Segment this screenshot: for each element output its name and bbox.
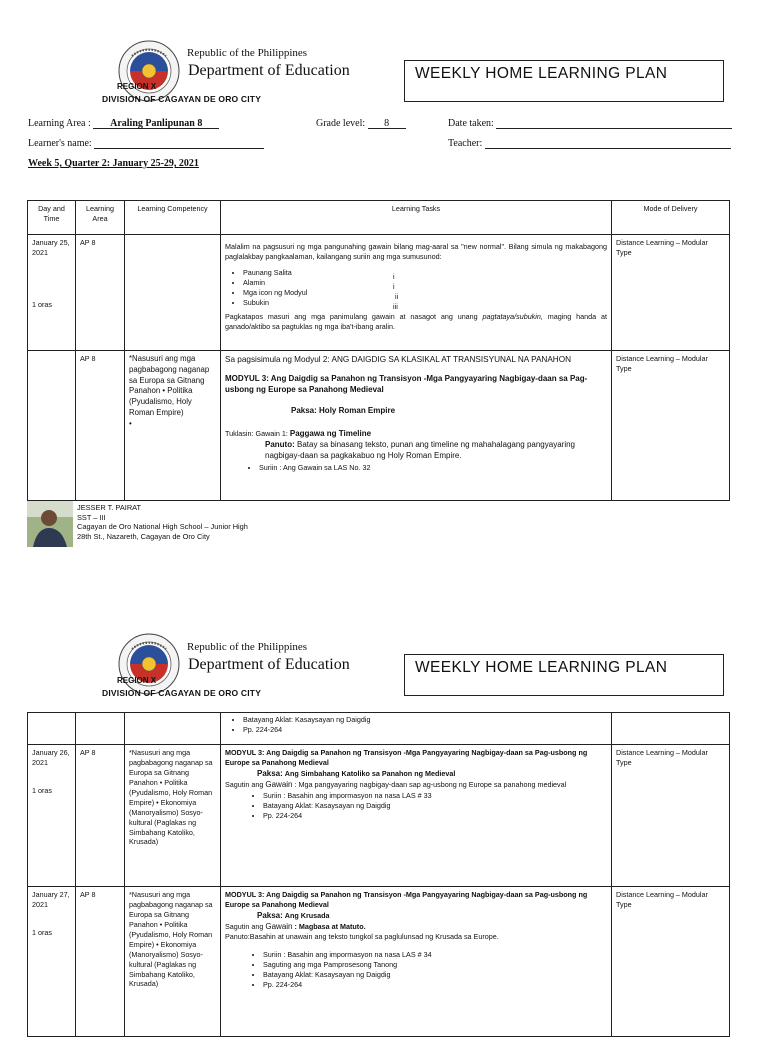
- deped-seal-icon: [118, 40, 180, 102]
- list-item: • Saguting ang mga Pamprosesong Tanong: [263, 960, 607, 970]
- learning-plan-table: [27, 200, 730, 501]
- learning-plan-table-continued: [27, 712, 730, 1037]
- week-heading: Week 5, Quarter 2: January 25-29, 2021: [28, 158, 199, 169]
- list-item: • Pp. 224-264: [243, 725, 607, 735]
- plan-title: WEEKLY HOME LEARNING PLAN: [415, 659, 668, 676]
- list-item: • Paunang Salita: [243, 268, 607, 278]
- list-item: • Batayang Aklat: Kasaysayan ng Daigdig: [243, 715, 607, 725]
- region-text: REGION X: [117, 676, 157, 685]
- teacher-photo-icon: [27, 501, 73, 547]
- mode-cell: Distance Learning – Modular Type: [612, 351, 730, 501]
- header-learning-area: Learning Area: [76, 201, 125, 235]
- intro-list: [225, 268, 607, 308]
- learners-name-line[interactable]: [94, 138, 264, 149]
- republic-text: Republic of the Philippines: [187, 641, 308, 653]
- plan-title-box: [404, 60, 724, 102]
- list-item: • Pp. 224-264: [263, 811, 607, 821]
- table-row: [28, 713, 730, 745]
- department-text: Department of Education: [188, 62, 350, 79]
- list-item: • Batayang Aklat: Kasaysayan ng Daigdig: [263, 970, 607, 980]
- table-row: [28, 745, 730, 887]
- header-mode-of-delivery: Mode of Delivery: [612, 201, 730, 235]
- area-cell: AP 8: [76, 235, 125, 351]
- teacher-photo: [27, 501, 73, 547]
- tasks-cell: Sa pagsisimula ng Modyul 2: ANG DAIGDIG SA KLASIKAL AT TRANSISYUNAL NA PANAHON MODYUL 3: Ang Daigdig sa Panahon ng Transisyon -Mga Pangyayaring Nagbigay-daan sa Pag-usbong ng Europe sa Panahong Medieval Paksa: Holy Roman Empire Tuklasin: Gawain 1: Paggawa ng Timeline Panuto: Batay sa binasang teksto, punan ang timeline ng mahahalagang pangyayaring nagbigay-daan sa pagkakabuo ng Holy Roman Empire. • Suriin : Ang Gawain sa LAS No. 32: [221, 351, 612, 501]
- list-item: • Alamin: [243, 278, 607, 288]
- area-cell: AP 8: [76, 351, 125, 501]
- republic-text: Republic of the Philippines: [187, 47, 308, 59]
- competency-cell: *Nasusuri ang mga pagbabagong naganap sa Europa sa Gitnang Panahon • Politika (Pyudalismo, Holy Roman Empire) •: [125, 351, 221, 501]
- list-item: • Subukin: [243, 298, 607, 308]
- day-cell: January 26, 2021 1 oras: [28, 745, 76, 887]
- learning-area-field: Learning Area : Araling Panlipunan 8: [28, 118, 219, 129]
- learners-name-field: Learner's name:: [28, 138, 264, 149]
- teacher-field: Teacher:: [448, 138, 731, 149]
- table-header-row: [28, 201, 730, 235]
- table-row: [28, 351, 730, 501]
- table-row: [28, 887, 730, 1037]
- tasks-cell: MODYUL 3: Ang Daigdig sa Panahon ng Transisyon -Mga Pangyayaring Nagbigay-daan sa Pag-usbong ng Europe sa Panahong Medieval Paksa: Ang Simbahang Katoliko sa Panahon ng Medieval Sagutin ang Gawain : Mga pangyayaring nagbigay-daan sap ag-usbong ng Europe sa panahong medieval • Suriin : Basahin ang impormasyon na nasa LAS # 33 • Batayang Aklat: Kasaysayan ng Daigdig • Pp. 224-264: [221, 745, 612, 887]
- plan-title-box: [404, 654, 724, 696]
- competency-cell: *Nasusuri ang mga pagbabagong naganap sa Europa sa Gitnang Panahon • Politika (Pyudalismo, Holy Roman Empire) • Ekonomiya (Manoryalismo) Sosyo-kultural (Paglakas ng Simbahang Katoliko, Krusada): [125, 745, 221, 887]
- teacher-info: JESSER T. PAIRAT SST – III Cagayan de Oro National High School – Junior High 28th St., Nazareth, Cagayan de Oro City: [77, 503, 248, 541]
- list-item: • Batayang Aklat: Kasaysayan ng Daigdig: [263, 801, 607, 811]
- header-learning-competency: Learning Competency: [125, 201, 221, 235]
- competency-cell: [125, 235, 221, 351]
- tasks-cell: MODYUL 3: Ang Daigdig sa Panahon ng Transisyon -Mga Pangyayaring Nagbigay-daan sa Pag-usbong ng Europe sa Panahong Medieval Paksa: Ang Krusada Sagutin ang Gawain : Magbasa at Matuto. Panuto:Basahin at unawain ang teksto tungkol sa paglulunsad ng Krusada sa Europe. • Suriin : Basahin ang impormasyon na nasa LAS # 34 • Saguting ang mga Pamprosesong Tanong • Batayang Aklat: Kasaysayan ng Daigdig • Pp. 224-264: [221, 887, 612, 1037]
- list-item: • Pp. 224-264: [263, 980, 607, 990]
- mode-cell: Distance Learning – Modular Type: [612, 745, 730, 887]
- area-cell: AP 8: [76, 887, 125, 1037]
- date-taken-line[interactable]: [496, 118, 732, 129]
- day-cell: January 27, 2021 1 oras: [28, 887, 76, 1037]
- after-text: Pagkatapos masuri ang mga panimulang gawain at nasagot ang unang pagtataya/subukin, maging handa at ganado/aktibo sa pagtuklas ng mga iba't-ibang aralin.: [225, 311, 607, 331]
- tasks-cell: [221, 713, 612, 745]
- grade-level-value: 8: [368, 118, 406, 129]
- list-item: • Suriin : Ang Gawain sa LAS No. 32: [259, 463, 607, 473]
- learning-area-value: Araling Panlipunan 8: [93, 118, 219, 129]
- region-text: REGION X: [117, 82, 157, 91]
- table-row: [28, 235, 730, 351]
- list-item: • Suriin : Basahin ang impormasyon na nasa LAS # 33: [263, 791, 607, 801]
- tasks-cell: Malalim na pagsusuri ng mga pangunahing gawain bilang mag-aaral sa "new normal". Bilang simula ng makabagong paglalakbay pangkaalaman, kailangang suriin ang mga sumusunod: • Paunang Salita • Alamin • Mga icon ng Modyul • Subukin Pagkatapos masuri ang mga panimulang gawain at nasagot ang unang pagtataya/subukin, maging handa at ganado/aktibo sa pagtuklas ng mga iba't-ibang aralin.: [221, 235, 612, 351]
- date-taken-field: Date taken:: [448, 118, 732, 129]
- mode-cell: Distance Learning – Modular Type: [612, 887, 730, 1037]
- page-refs: i i ii iii: [393, 272, 399, 311]
- department-text: Department of Education: [188, 656, 350, 673]
- grade-level-field: Grade level: 8: [316, 118, 406, 129]
- mode-cell: Distance Learning – Modular Type: [612, 235, 730, 351]
- deped-seal-icon: [118, 633, 180, 695]
- header-day-time: Day and Time: [28, 201, 76, 235]
- teacher-line[interactable]: [485, 138, 731, 149]
- day-cell: January 25, 2021 1 oras: [28, 235, 76, 351]
- division-text: DIVISION OF CAGAYAN DE ORO CITY: [102, 688, 262, 698]
- plan-title: WEEKLY HOME LEARNING PLAN: [415, 65, 668, 82]
- area-cell: AP 8: [76, 745, 125, 887]
- list-item: • Mga icon ng Modyul: [243, 288, 607, 298]
- header-learning-tasks: Learning Tasks: [221, 201, 612, 235]
- division-text: DIVISION OF CAGAYAN DE ORO CITY: [102, 94, 262, 104]
- day-cell: [28, 351, 76, 501]
- competency-cell: *Nasusuri ang mga pagbabagong naganap sa Europa sa Gitnang Panahon • Politika (Pyudalismo, Holy Roman Empire) • Ekonomiya (Manoryalismo) Sosyo-kultural (Paglakas ng Simbahang Katoliko, Krusada): [125, 887, 221, 1037]
- list-item: • Suriin : Basahin ang impormasyon na nasa LAS # 34: [263, 950, 607, 960]
